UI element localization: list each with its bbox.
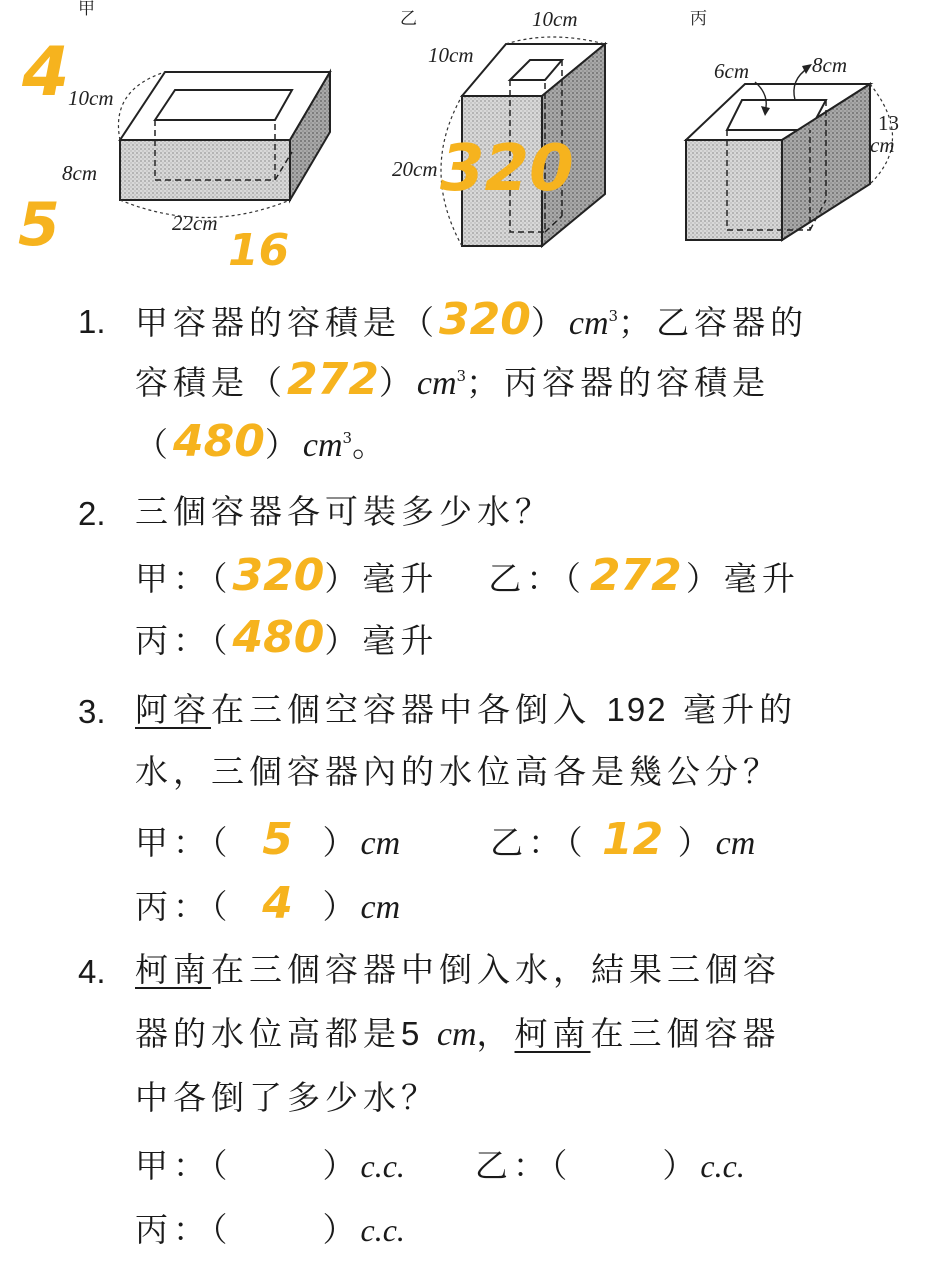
q4-row-1 xyxy=(135,1146,745,1186)
q1-answer-yi[interactable]: 272 xyxy=(287,354,379,405)
q4-line-2 xyxy=(135,1014,781,1055)
q3-label-jia: 甲：（ xyxy=(135,823,233,862)
q4-level: 5 xyxy=(401,1015,422,1052)
question-4-number: 4. xyxy=(78,953,106,990)
jia-hw-5: 5 xyxy=(18,190,60,260)
q3-answer-jia[interactable]: 5 xyxy=(262,814,293,865)
q3-answer-yi[interactable]: 12 xyxy=(602,814,664,865)
bing-dim-inner-left: 6cm xyxy=(714,59,749,83)
container-jia xyxy=(18,0,330,276)
q1-line-2 xyxy=(135,354,771,405)
q2-unit-bing: ）毫升 xyxy=(324,621,439,660)
q3-unit-jia: cm xyxy=(360,825,401,862)
q3-unit-yi: cm xyxy=(715,825,756,862)
q3-line-1 xyxy=(135,690,797,730)
q4-close-yi: ） xyxy=(662,1146,701,1185)
q1-l2-unit: cm xyxy=(416,365,457,402)
q2-row-1 xyxy=(135,550,800,601)
container-jia-label: 甲 xyxy=(78,0,95,19)
q4-close-bing: ） xyxy=(322,1210,361,1249)
question-3-number: 3. xyxy=(78,693,106,730)
q1-l1-unit: cm xyxy=(568,305,609,342)
q1-l2-close: ） xyxy=(378,363,417,402)
q1-l3-exp: 3 xyxy=(342,429,353,447)
q2-row-2 xyxy=(135,612,439,663)
container-bing xyxy=(686,9,899,240)
q4-label-yi: 乙：（ xyxy=(474,1146,573,1185)
q1-line-1 xyxy=(135,294,809,345)
container-yi-label: 乙 xyxy=(400,9,417,29)
q3-label-yi: 乙：（ xyxy=(490,823,588,862)
q1-l3-close: ） xyxy=(264,425,303,464)
q3-l1-text: 在三個空容器中各倒入 xyxy=(211,690,591,729)
container-bing-label: 丙 xyxy=(690,9,707,29)
q3-close-jia: ） xyxy=(322,823,361,862)
bing-dim-height-unit: cm xyxy=(870,133,895,157)
q2-label-yi: 乙：（ xyxy=(488,559,586,598)
q4-close-jia: ） xyxy=(322,1146,361,1185)
q1-l2-exp: 3 xyxy=(456,367,467,385)
jia-hw-16: 16 xyxy=(228,225,290,276)
q1-l3-end: 。 xyxy=(352,425,391,464)
q1-answer-bing[interactable]: 480 xyxy=(173,416,265,467)
q1-l1-close: ） xyxy=(530,303,569,342)
q1-l2-text: 容積是（ xyxy=(135,363,287,402)
q3-line-2: 水，三個容器內的水位高各是幾公分？ xyxy=(135,752,781,791)
q2-label-bing: 丙：（ xyxy=(135,621,233,660)
q3-amount: 192 xyxy=(606,691,668,728)
q1-l2-rest: ；丙容器的容積是 xyxy=(466,363,771,402)
q4-name-kenan: 柯南 xyxy=(135,950,211,989)
q3-answer-bing[interactable]: 4 xyxy=(262,878,293,929)
question-2-number: 2. xyxy=(78,495,106,532)
q4-label-bing: 丙：（ xyxy=(135,1210,233,1249)
jia-dim-bottom: 22cm xyxy=(172,211,218,235)
q2-prompt: 三個容器各可裝多少水？ xyxy=(135,492,553,531)
q2-answer-bing[interactable]: 480 xyxy=(232,612,325,663)
q4-row-2 xyxy=(135,1210,405,1250)
q4-unit-jia: c.c. xyxy=(360,1148,405,1184)
q4-l2-text: 器的水位高都是 xyxy=(135,1014,401,1053)
q2-unit-jia: ）毫升 xyxy=(324,559,439,598)
q1-answer-jia[interactable]: 320 xyxy=(439,294,531,345)
q4-unit-yi: c.c. xyxy=(700,1148,745,1184)
yi-dim-height: 20cm xyxy=(392,157,438,181)
q3-name-arong: 阿容 xyxy=(135,690,211,729)
q4-line-1 xyxy=(135,950,781,990)
q1-l1-text: 甲容器的容積是（ xyxy=(135,303,439,342)
jia-dim-height: 8cm xyxy=(62,161,97,185)
q4-label-jia: 甲：（ xyxy=(135,1146,233,1185)
bing-dim-inner-right: 8cm xyxy=(812,53,847,77)
q1-l3-unit: cm xyxy=(302,427,343,464)
jia-hw-4: 4 xyxy=(22,33,70,112)
q3-unit-bing: cm xyxy=(360,889,401,926)
q4-l2-rest: 在三個容器 xyxy=(590,1014,781,1053)
q4-l1-text: 在三個容器中倒入水，結果三個容 xyxy=(211,950,781,989)
q3-l1-rest: 毫升的 xyxy=(683,690,798,729)
bing-dim-height-value: 13 xyxy=(878,111,899,135)
q3-label-bing: 丙：（ xyxy=(135,887,233,926)
q3-close-bing: ） xyxy=(322,887,361,926)
q1-l1-rest: ；乙容器的 xyxy=(618,303,809,342)
q4-level-unit: cm xyxy=(436,1016,477,1053)
q3-row-1 xyxy=(135,814,756,865)
q1-l3-open: （ xyxy=(135,425,173,464)
q1-line-3 xyxy=(135,416,391,467)
q4-line-3: 中各倒了多少水？ xyxy=(135,1078,439,1117)
q2-answer-yi[interactable]: 272 xyxy=(589,550,682,601)
yi-dim-top-right: 10cm xyxy=(532,7,578,31)
q2-unit-yi: ）毫升 xyxy=(685,559,800,598)
q1-l1-exp: 3 xyxy=(608,307,619,325)
q2-label-jia: 甲：（ xyxy=(135,559,233,598)
q3-row-2 xyxy=(135,878,401,929)
q4-name-kenan-2: 柯南 xyxy=(514,1014,591,1053)
q4-comma: ， xyxy=(476,1014,515,1053)
container-figures xyxy=(0,0,937,285)
yi-dim-top-left: 10cm xyxy=(428,43,474,67)
q4-unit-bing: c.c. xyxy=(360,1212,405,1248)
question-1-number: 1. xyxy=(78,303,106,340)
container-yi xyxy=(392,7,605,246)
yi-hw-320: 320 xyxy=(440,132,574,206)
jia-dim-top: 10cm xyxy=(68,86,114,110)
q3-close-yi: ） xyxy=(677,823,716,862)
q2-answer-jia[interactable]: 320 xyxy=(232,550,325,601)
